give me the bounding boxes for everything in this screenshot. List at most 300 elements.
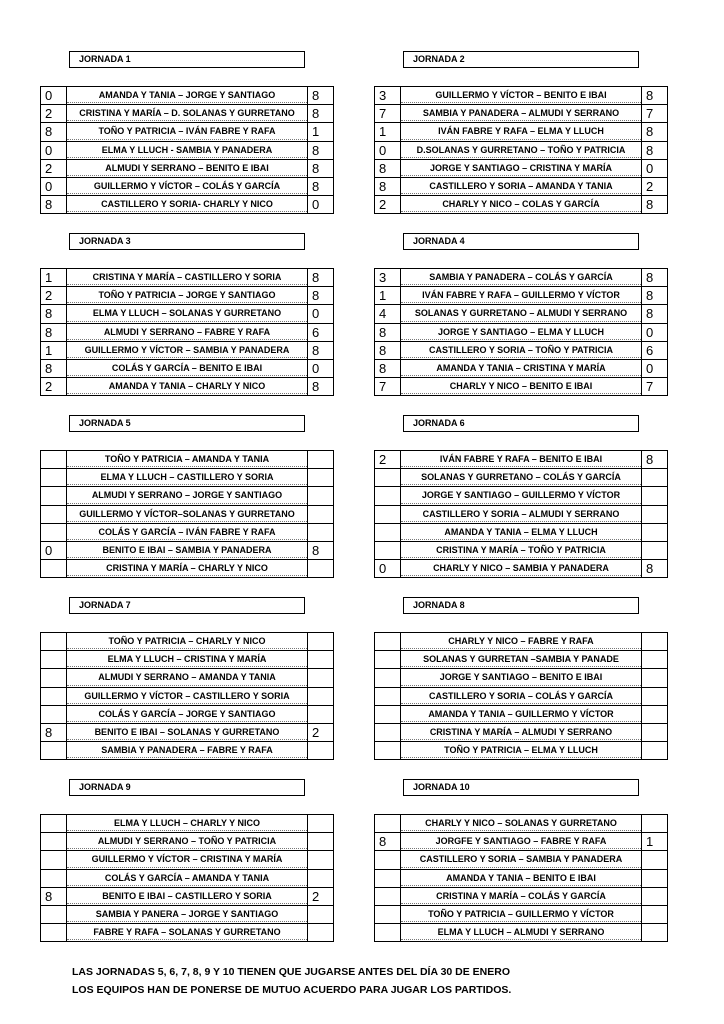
match-row [40, 378, 334, 396]
away-score [307, 906, 334, 923]
match-row [374, 833, 668, 851]
match-teams: CASTILLERO Y SORIA- CHARLY Y NICO [67, 196, 307, 212]
home-score: 2 [374, 196, 401, 213]
home-score [40, 833, 67, 850]
match-row [40, 688, 334, 706]
match-teams: ELMA Y LLUCH – CASTILLERO Y SORIA [67, 469, 307, 485]
match-teams: CHARLY Y NICO – COLAS Y GARCÍA [401, 196, 641, 212]
home-score: 0 [374, 560, 401, 577]
match-row [374, 324, 668, 342]
match-row [40, 451, 334, 469]
match-row [40, 469, 334, 487]
away-score [307, 833, 334, 850]
away-score [307, 506, 334, 523]
match-row [374, 287, 668, 305]
match-teams: CHARLY Y NICO – SOLANAS Y GURRETANO [401, 815, 641, 831]
match-teams: AMANDA Y TANIA – JORGE Y SANTIAGO [67, 87, 307, 103]
home-score [374, 724, 401, 741]
jornada-title: JORNADA 6 [403, 415, 639, 432]
match-teams: AMANDA Y TANIA – BENITO E IBAI [401, 870, 641, 886]
home-score: 0 [40, 178, 67, 195]
home-score: 3 [374, 269, 401, 286]
match-teams: CRISTINA Y MARÍA – COLÁS Y GARCÍA [401, 888, 641, 904]
away-score: 7 [641, 105, 668, 122]
away-score: 6 [307, 324, 334, 341]
away-score [641, 506, 668, 523]
away-score: 2 [307, 724, 334, 741]
match-list [374, 450, 668, 578]
home-score [40, 815, 67, 832]
away-score: 1 [641, 833, 668, 850]
away-score: 2 [641, 178, 668, 195]
away-score [307, 487, 334, 504]
home-score: 0 [40, 542, 67, 559]
match-teams: ALMUDI Y SERRANO – BENITO E IBAI [67, 160, 307, 176]
match-row [374, 123, 668, 141]
home-score: 2 [40, 378, 67, 395]
home-score [40, 487, 67, 504]
match-row [40, 360, 334, 378]
home-score [40, 742, 67, 759]
home-score [40, 688, 67, 705]
match-teams: D.SOLANAS Y GURRETANO – TOÑO Y PATRICIA [401, 142, 641, 158]
away-score: 8 [307, 269, 334, 286]
match-row [374, 342, 668, 360]
home-score [40, 524, 67, 541]
match-teams: CASTILLERO Y SORIA – AMANDA Y TANIA [401, 178, 641, 194]
match-teams: GUILLERMO Y VÍCTOR–SOLANAS Y GURRETANO [67, 506, 307, 522]
match-row [40, 178, 334, 196]
match-teams: AMANDA Y TANIA – GUILLERMO Y VÍCTOR [401, 706, 641, 722]
match-row [40, 524, 334, 542]
home-score [374, 706, 401, 723]
away-score: 8 [307, 378, 334, 395]
match-row [40, 669, 334, 687]
match-row [374, 105, 668, 123]
match-row [40, 305, 334, 323]
match-teams: TOÑO Y PATRICIA – IVÁN FABRE Y RAFA [67, 123, 307, 139]
home-score: 7 [374, 105, 401, 122]
match-row [40, 487, 334, 505]
match-teams: CRISTINA Y MARÍA – ALMUDI Y SERRANO [401, 724, 641, 740]
home-score [374, 742, 401, 759]
match-teams: BENITO E IBAI – SOLANAS Y GURRETANO [67, 724, 307, 740]
match-teams: CRISTINA Y MARÍA – D. SOLANAS Y GURRETANO [67, 105, 307, 121]
match-teams: ELMA Y LLUCH - SAMBIA Y PANADERA [67, 142, 307, 158]
match-row [40, 724, 334, 742]
jornada-title: JORNADA 5 [69, 415, 305, 432]
away-score [641, 524, 668, 541]
match-row [374, 378, 668, 396]
match-row [374, 87, 668, 105]
away-score: 8 [307, 342, 334, 359]
away-score: 8 [641, 196, 668, 213]
match-row [374, 451, 668, 469]
home-score: 8 [374, 360, 401, 377]
away-score [307, 688, 334, 705]
home-score: 2 [40, 105, 67, 122]
match-list [40, 814, 334, 942]
match-row [40, 851, 334, 869]
match-teams: GUILLERMO Y VÍCTOR – SAMBIA Y PANADERA [67, 342, 307, 358]
home-score: 8 [40, 123, 67, 140]
match-row [40, 870, 334, 888]
away-score [307, 815, 334, 832]
home-score [40, 706, 67, 723]
match-row [40, 87, 334, 105]
match-teams: CASTILLERO Y SORIA – TOÑO Y PATRICIA [401, 342, 641, 358]
home-score [374, 542, 401, 559]
match-row [40, 888, 334, 906]
away-score: 8 [641, 305, 668, 322]
match-row [374, 870, 668, 888]
home-score [40, 870, 67, 887]
jornada-title: JORNADA 2 [403, 51, 639, 68]
home-score: 0 [40, 142, 67, 159]
match-teams: BENITO E IBAI – CASTILLERO Y SORIA [67, 888, 307, 904]
match-teams: CASTILLERO Y SORIA – ALMUDI Y SERRANO [401, 506, 641, 522]
match-row [374, 196, 668, 214]
match-teams: TOÑO Y PATRICIA – JORGE Y SANTIAGO [67, 287, 307, 303]
home-score: 7 [374, 378, 401, 395]
home-score: 8 [374, 324, 401, 341]
match-row [374, 633, 668, 651]
jornada-title: JORNADA 3 [69, 233, 305, 250]
match-teams: ELMA Y LLUCH – CHARLY Y NICO [67, 815, 307, 831]
home-score: 2 [40, 287, 67, 304]
home-score: 4 [374, 305, 401, 322]
away-score: 1 [307, 123, 334, 140]
match-teams: AMANDA Y TANIA – CHARLY Y NICO [67, 378, 307, 394]
match-teams: COLÁS Y GARCÍA – JORGE Y SANTIAGO [67, 706, 307, 722]
home-score [40, 669, 67, 686]
match-row [40, 506, 334, 524]
match-row [374, 724, 668, 742]
away-score [307, 651, 334, 668]
match-teams: COLÁS Y GARCÍA – BENITO E IBAI [67, 360, 307, 376]
match-row [40, 924, 334, 942]
match-row [374, 560, 668, 578]
away-score: 8 [307, 160, 334, 177]
match-teams: JORGE Y SANTIAGO – ELMA Y LLUCH [401, 324, 641, 340]
match-row [40, 142, 334, 160]
away-score [307, 924, 334, 941]
away-score [641, 633, 668, 650]
match-row [374, 506, 668, 524]
home-score: 0 [40, 87, 67, 104]
away-score [307, 706, 334, 723]
match-teams: ALMUDI Y SERRANO – FABRE Y RAFA [67, 324, 307, 340]
match-row [374, 669, 668, 687]
away-score [307, 669, 334, 686]
match-row [40, 123, 334, 141]
match-row [374, 487, 668, 505]
home-score: 8 [374, 160, 401, 177]
away-score [307, 469, 334, 486]
match-row [374, 906, 668, 924]
away-score [307, 870, 334, 887]
match-teams: COLÁS Y GARCÍA – IVÁN FABRE Y RAFA [67, 524, 307, 540]
away-score: 6 [641, 342, 668, 359]
away-score [641, 924, 668, 941]
match-row [40, 324, 334, 342]
match-teams: TOÑO Y PATRICIA – ELMA Y LLUCH [401, 742, 641, 758]
away-score: 0 [641, 160, 668, 177]
away-score [307, 524, 334, 541]
match-teams: SAMBIA Y PANADERA – COLÁS Y GARCÍA [401, 269, 641, 285]
match-teams: GUILLERMO Y VÍCTOR – CRISTINA Y MARÍA [67, 851, 307, 867]
match-row [374, 688, 668, 706]
away-score: 0 [307, 196, 334, 213]
match-teams: AMANDA Y TANIA – CRISTINA Y MARÍA [401, 360, 641, 376]
away-score: 8 [641, 287, 668, 304]
match-teams: SAMBIA Y PANADERA – ALMUDI Y SERRANO [401, 105, 641, 121]
match-row [374, 305, 668, 323]
home-score [40, 506, 67, 523]
away-score [641, 469, 668, 486]
match-teams: JORGE Y SANTIAGO – BENITO E IBAI [401, 669, 641, 685]
footer-line-2: LOS EQUIPOS HAN DE PONERSE DE MUTUO ACUERDO PARA JUGAR LOS PARTIDOS. [72, 984, 512, 996]
away-score: 0 [307, 360, 334, 377]
away-score [641, 651, 668, 668]
match-row [374, 160, 668, 178]
match-teams: IVÁN FABRE Y RAFA – ELMA Y LLUCH [401, 123, 641, 139]
match-list [40, 632, 334, 760]
match-row [374, 924, 668, 942]
match-row [374, 542, 668, 560]
away-score: 8 [307, 142, 334, 159]
match-row [374, 469, 668, 487]
home-score [40, 633, 67, 650]
match-row [40, 706, 334, 724]
home-score: 8 [40, 724, 67, 741]
match-row [40, 269, 334, 287]
away-score: 8 [307, 87, 334, 104]
match-row [40, 906, 334, 924]
match-teams: ELMA Y LLUCH – SOLANAS Y GURRETANO [67, 305, 307, 321]
match-teams: GUILLERMO Y VÍCTOR – CASTILLERO Y SORIA [67, 688, 307, 704]
away-score: 0 [307, 305, 334, 322]
home-score [374, 870, 401, 887]
away-score [641, 742, 668, 759]
match-teams: ALMUDI Y SERRANO – JORGE Y SANTIAGO [67, 487, 307, 503]
away-score: 2 [307, 888, 334, 905]
match-row [374, 888, 668, 906]
home-score [40, 851, 67, 868]
away-score [307, 451, 334, 468]
match-teams: COLÁS Y GARCÍA – AMANDA Y TANIA [67, 870, 307, 886]
away-score [641, 688, 668, 705]
match-teams: SOLANAS Y GURRETANO – COLÁS Y GARCÍA [401, 469, 641, 485]
home-score: 1 [374, 123, 401, 140]
match-teams: CHARLY Y NICO – SAMBIA Y PANADERA [401, 560, 641, 576]
away-score: 7 [641, 378, 668, 395]
match-row [374, 269, 668, 287]
match-row [40, 196, 334, 214]
match-teams: SAMBIA Y PANERA – JORGE Y SANTIAGO [67, 906, 307, 922]
match-row [374, 651, 668, 669]
match-row [374, 851, 668, 869]
home-score: 8 [40, 196, 67, 213]
home-score [374, 633, 401, 650]
match-teams: AMANDA Y TANIA – ELMA Y LLUCH [401, 524, 641, 540]
match-list [40, 86, 334, 214]
away-score: 8 [307, 287, 334, 304]
match-teams: CHARLY Y NICO – BENITO E IBAI [401, 378, 641, 394]
home-score [374, 815, 401, 832]
home-score [374, 906, 401, 923]
match-teams: SAMBIA Y PANADERA – FABRE Y RAFA [67, 742, 307, 758]
away-score: 8 [641, 87, 668, 104]
home-score [374, 524, 401, 541]
match-row [374, 142, 668, 160]
home-score [374, 888, 401, 905]
match-row [40, 105, 334, 123]
away-score: 8 [641, 451, 668, 468]
home-score: 1 [40, 342, 67, 359]
match-row [40, 542, 334, 560]
home-score: 2 [374, 451, 401, 468]
jornada-title: JORNADA 9 [69, 779, 305, 796]
home-score [374, 651, 401, 668]
match-row [40, 160, 334, 178]
match-teams: ELMA Y LLUCH – CRISTINA Y MARÍA [67, 651, 307, 667]
match-list [374, 86, 668, 214]
away-score: 0 [641, 360, 668, 377]
match-row [374, 360, 668, 378]
jornada-title: JORNADA 1 [69, 51, 305, 68]
match-row [40, 633, 334, 651]
away-score: 8 [307, 542, 334, 559]
match-teams: TOÑO Y PATRICIA – AMANDA Y TANIA [67, 451, 307, 467]
match-row [40, 742, 334, 760]
match-row [374, 815, 668, 833]
home-score [40, 924, 67, 941]
match-list [40, 268, 334, 396]
match-teams: SOLANAS Y GURRETAN –SAMBIA Y PANADE [401, 651, 641, 667]
away-score: 8 [641, 269, 668, 286]
home-score [374, 688, 401, 705]
match-teams: ALMUDI Y SERRANO – TOÑO Y PATRICIA [67, 833, 307, 849]
away-score [307, 742, 334, 759]
home-score [374, 669, 401, 686]
away-score [641, 815, 668, 832]
home-score: 8 [40, 324, 67, 341]
home-score: 8 [374, 178, 401, 195]
away-score [641, 851, 668, 868]
away-score [307, 851, 334, 868]
home-score: 8 [40, 360, 67, 377]
away-score: 8 [307, 178, 334, 195]
home-score [374, 487, 401, 504]
home-score [374, 924, 401, 941]
match-teams: CASTILLERO Y SORIA – SAMBIA Y PANADERA [401, 851, 641, 867]
match-teams: ELMA Y LLUCH – ALMUDI Y SERRANO [401, 924, 641, 940]
match-teams: GUILLERMO Y VÍCTOR – BENITO E IBAI [401, 87, 641, 103]
match-teams: CRISTINA Y MARÍA – CHARLY Y NICO [67, 560, 307, 576]
away-score: 8 [641, 560, 668, 577]
match-row [40, 815, 334, 833]
away-score [641, 870, 668, 887]
match-teams: JORGFE Y SANTIAGO – FABRE Y RAFA [401, 833, 641, 849]
match-teams: JORGE Y SANTIAGO – GUILLERMO Y VÍCTOR [401, 487, 641, 503]
away-score [641, 724, 668, 741]
away-score [641, 542, 668, 559]
match-teams: CRISTINA Y MARÍA – CASTILLERO Y SORIA [67, 269, 307, 285]
match-teams: JORGE Y SANTIAGO – CRISTINA Y MARÍA [401, 160, 641, 176]
home-score [40, 651, 67, 668]
away-score [641, 706, 668, 723]
home-score: 1 [40, 269, 67, 286]
match-teams: BENITO E IBAI – SAMBIA Y PANADERA [67, 542, 307, 558]
match-row [40, 651, 334, 669]
match-row [374, 742, 668, 760]
match-row [40, 833, 334, 851]
match-row [374, 706, 668, 724]
match-teams: ALMUDI Y SERRANO – AMANDA Y TANIA [67, 669, 307, 685]
home-score: 1 [374, 287, 401, 304]
jornada-title: JORNADA 4 [403, 233, 639, 250]
match-row [40, 342, 334, 360]
home-score [40, 560, 67, 577]
home-score [374, 469, 401, 486]
match-teams: CASTILLERO Y SORIA – COLÁS Y GARCÍA [401, 688, 641, 704]
home-score: 3 [374, 87, 401, 104]
home-score: 8 [374, 833, 401, 850]
home-score: 0 [374, 142, 401, 159]
match-teams: CRISTINA Y MARÍA – TOÑO Y PATRICIA [401, 542, 641, 558]
home-score [40, 906, 67, 923]
footer-line-1: LAS JORNADAS 5, 6, 7, 8, 9 Y 10 TIENEN QUE JUGARSE ANTES DEL DÍA 30 DE ENERO [72, 966, 511, 978]
match-teams: SOLANAS Y GURRETANO – ALMUDI Y SERRANO [401, 305, 641, 321]
home-score: 8 [40, 305, 67, 322]
match-teams: IVÁN FABRE Y RAFA – BENITO E IBAI [401, 451, 641, 467]
match-teams: TOÑO Y PATRICIA – GUILLERMO Y VÍCTOR [401, 906, 641, 922]
home-score [40, 469, 67, 486]
match-teams: IVÁN FABRE Y RAFA – GUILLERMO Y VÍCTOR [401, 287, 641, 303]
match-teams: GUILLERMO Y VÍCTOR – COLÁS Y GARCÍA [67, 178, 307, 194]
away-score [641, 669, 668, 686]
jornada-title: JORNADA 10 [403, 779, 639, 796]
match-list [374, 632, 668, 760]
home-score: 8 [374, 342, 401, 359]
match-list [40, 450, 334, 578]
match-row [374, 178, 668, 196]
footer-notes [72, 963, 672, 999]
home-score [40, 451, 67, 468]
match-teams: FABRE Y RAFA – SOLANAS Y GURRETANO [67, 924, 307, 940]
away-score: 8 [641, 142, 668, 159]
jornada-title: JORNADA 7 [69, 597, 305, 614]
away-score [641, 888, 668, 905]
away-score: 0 [641, 324, 668, 341]
match-teams: CHARLY Y NICO – FABRE Y RAFA [401, 633, 641, 649]
away-score [641, 487, 668, 504]
match-row [40, 287, 334, 305]
match-list [374, 268, 668, 396]
jornada-title: JORNADA 8 [403, 597, 639, 614]
match-row [40, 560, 334, 578]
home-score: 2 [40, 160, 67, 177]
home-score [374, 851, 401, 868]
match-row [374, 524, 668, 542]
away-score [641, 906, 668, 923]
home-score: 8 [40, 888, 67, 905]
away-score: 8 [641, 123, 668, 140]
away-score [307, 560, 334, 577]
match-teams: TOÑO Y PATRICIA – CHARLY Y NICO [67, 633, 307, 649]
home-score [374, 506, 401, 523]
